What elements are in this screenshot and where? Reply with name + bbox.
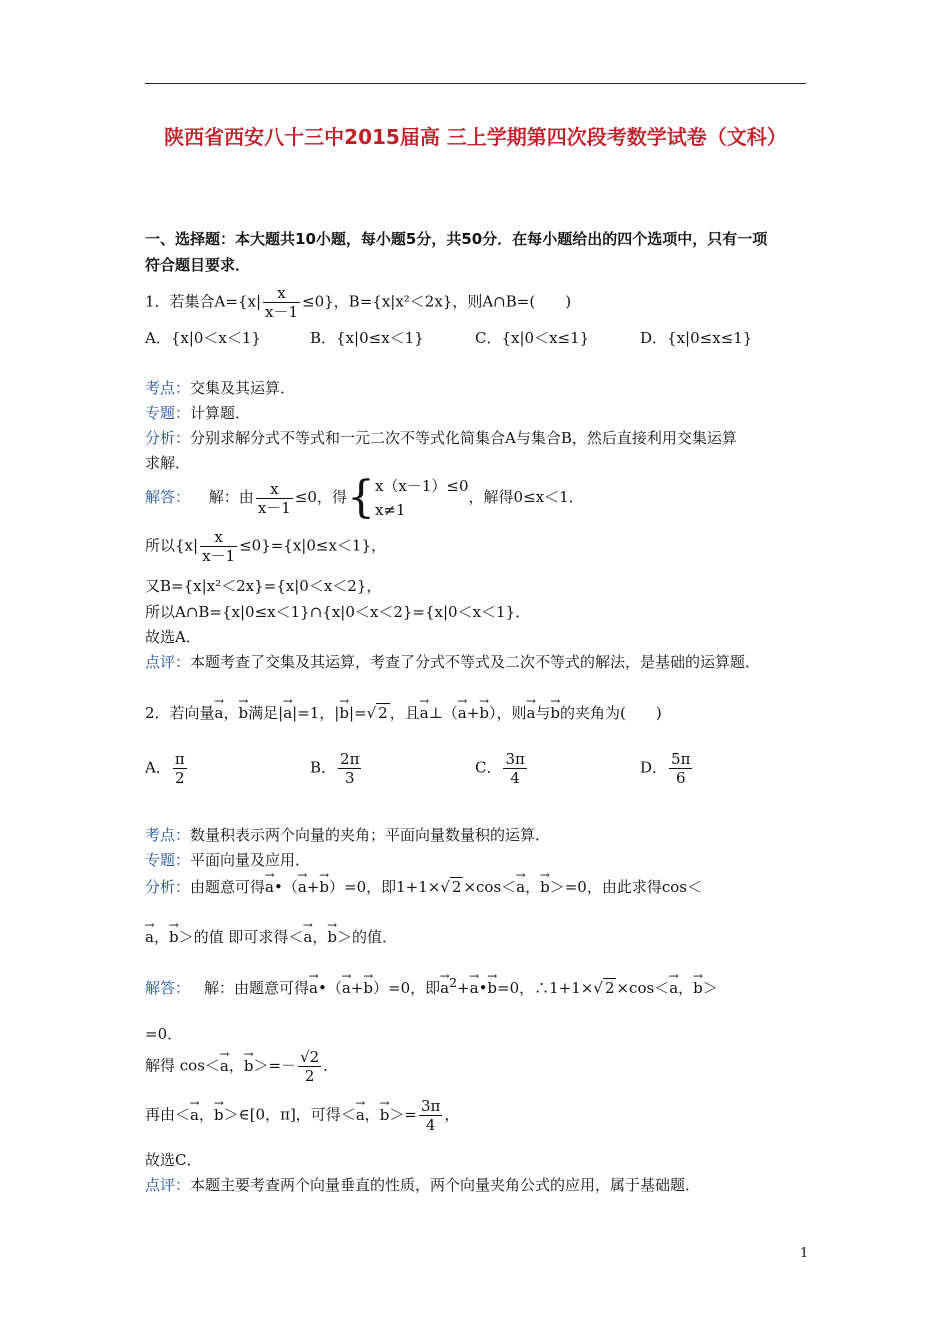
frac-den: 4	[510, 769, 520, 787]
q1-line2-post: ≤0}={x|0≤x＜1}，	[239, 536, 387, 555]
q2-zhuanti-text: 平面向量及应用．	[190, 851, 311, 869]
q2-comma: ，	[198, 1105, 214, 1124]
sqrt-radicand: 2	[451, 878, 462, 896]
vector-a: → a	[440, 971, 449, 995]
q1-kaodian	[145, 377, 295, 398]
q2-l4-fraction	[419, 1097, 442, 1134]
q1-line2-pre: 所以{x|	[145, 536, 199, 555]
q2-stem-1: 2．若向量	[145, 704, 215, 722]
q2-option-letter: D．	[640, 758, 668, 777]
q2-stem-8: 与	[535, 704, 551, 722]
vector-b: → b	[550, 696, 560, 720]
q2-fenxi-l2-end: ＞的值．	[336, 928, 397, 946]
q1-zhuanti-text: 计算题．	[190, 404, 251, 422]
square-exponent: 2	[449, 975, 458, 990]
vector-a: → a	[356, 1098, 365, 1122]
section-heading: 一、选择题：本大题共10小题，每小题5分，共50分．在每小题给出的四个选项中，只有一项	[145, 230, 768, 248]
vector-a: → a	[220, 1049, 229, 1073]
q1-fenxi	[145, 427, 737, 448]
vector-a: → a	[526, 696, 535, 720]
q2-fenxi-mid: =0，即1+1×	[344, 878, 441, 896]
q2-option-d	[640, 750, 694, 787]
q1-jieda-line3: 又B={x|x²＜2x}={x|0＜x＜2}，	[145, 577, 382, 595]
q1-option-b: B．{x|0≤x＜1}	[310, 329, 424, 347]
q2-l4-mid: ＞∈[0，π]，可得＜	[223, 1105, 356, 1124]
q2-jieda-line2: =0．	[145, 1025, 183, 1043]
q1-zhuanti	[145, 402, 250, 423]
section-heading-cont: 符合题目要求．	[145, 256, 251, 274]
q2-comma: ，	[364, 1105, 380, 1124]
q1-jieda	[145, 474, 584, 522]
q2-fenxi-pre: 由题意可得	[190, 878, 266, 896]
label-zhuanti: 专题：	[145, 404, 191, 422]
q1-option-a: A．{x|0＜x＜1}	[145, 329, 261, 347]
q1-stem-text: 1．若集合A={x|	[145, 292, 262, 311]
sqrt-radicand: 2	[378, 704, 388, 722]
frac-den: 2	[304, 1067, 315, 1085]
plus-sign: +	[350, 979, 364, 997]
frac-num: 2π	[340, 750, 360, 768]
q2-fenxi-l2: ＞的值 即可求得＜	[178, 928, 304, 946]
q1-jieda-line4: 所以A∩B={x|0≤x＜1}∩{x|0＜x＜2}={x|0＜x＜1}．	[145, 603, 531, 621]
q2-l3-mid: ＞=－	[253, 1056, 297, 1075]
frac-den: 3	[344, 769, 355, 787]
q1-frac-num: x	[263, 284, 300, 303]
q2-jieda-cos: ×cos＜	[616, 979, 670, 997]
vector-a: → a	[342, 971, 351, 995]
q1-system-eq2: x≠1	[374, 501, 406, 519]
q2-option-letter: B．	[310, 758, 337, 777]
vector-a: → a	[516, 870, 525, 894]
q2-comma: ，	[223, 704, 239, 722]
sqrt-radicand: 2	[604, 979, 615, 997]
vector-b: → b	[327, 920, 337, 944]
vector-a: → a	[458, 696, 467, 720]
q2-jieda-mid2: =0，∴1+1×	[497, 979, 594, 997]
q2-stem-5: ，且	[389, 704, 420, 722]
vector-b: → b	[479, 696, 489, 720]
vector-a: → a	[309, 971, 318, 995]
label-kaodian: 考点：	[145, 379, 191, 397]
frac-num: 5π	[671, 750, 691, 768]
label-kaodian: 考点：	[145, 826, 191, 844]
q2-comma: ，	[678, 979, 694, 997]
q2-stem-7: ），则	[488, 704, 527, 722]
q2-dianping	[145, 1174, 700, 1195]
frac-num: √2	[300, 1048, 320, 1066]
q2-zhuanti	[145, 849, 310, 870]
q1-jieda-frac-den: x－1	[257, 498, 291, 517]
q2-fenxi-cos: ×cos＜	[463, 878, 517, 896]
vector-b: → b	[244, 1049, 254, 1073]
q2-fenxi-post: ＞=0，由此求得cos＜	[549, 878, 702, 896]
label-dianping: 点评：	[145, 653, 191, 671]
vector-b: → b	[339, 696, 349, 720]
vector-b: → b	[214, 1098, 224, 1122]
q2-option-a	[145, 750, 189, 787]
vector-b: → b	[540, 870, 550, 894]
q1-jieda-mid: ≤0，得	[294, 488, 347, 506]
q2-jieda-pre: 解：由题意可得	[204, 979, 310, 997]
q2-kaodian-text: 数量积表示两个向量的夹角；平面向量数量积的运算．	[190, 826, 551, 844]
q1-dianping	[145, 651, 760, 672]
frac-den: 2	[175, 769, 185, 787]
q2-option-letter: A．	[145, 758, 171, 777]
q2-option-b	[310, 750, 363, 787]
q1-jieda-fraction	[256, 480, 293, 517]
q1-fenxi-text: 分别求解分式不等式和一元二次不等式化简集合A与集合B，然后直接利用交集运算	[190, 429, 737, 447]
frac-den: 4	[425, 1116, 436, 1134]
vector-a: → a	[669, 971, 678, 995]
q1-system-eq1: x（x－1）≤0	[374, 477, 469, 495]
q1-stem	[145, 284, 571, 321]
q1-stem-text-end: ≤0}，B={x|x²＜2x}，则A∩B=( )	[302, 292, 572, 311]
q2-comma: ，	[312, 928, 328, 946]
q2-option-c-frac	[503, 750, 526, 787]
q2-stem-9: 的夹角为( )	[560, 704, 662, 722]
q1-line2-fraction	[200, 528, 237, 565]
q2-jieda-line5: 故选C．	[145, 1151, 202, 1169]
q2-stem	[145, 696, 662, 723]
q2-stem-6: ⊥（	[428, 704, 458, 722]
q1-option-d: D．{x|0≤x≤1}	[640, 329, 753, 347]
vector-a: → a	[215, 696, 224, 720]
q2-l3-fraction	[298, 1048, 321, 1085]
q1-dianping-text: 本题考查了交集及其运算，考查了分式不等式及二次不等式的解法，是基础的运算题．	[190, 653, 761, 671]
vector-b: → b	[363, 971, 373, 995]
vector-b: → b	[487, 971, 497, 995]
vector-a: → a	[298, 870, 307, 894]
page-number: 1	[800, 1246, 809, 1261]
frac-num: 3π	[505, 750, 525, 768]
sqrt-icon: √ 2	[440, 878, 462, 896]
q2-jieda-line4	[145, 1097, 459, 1134]
vector-a: → a	[265, 870, 274, 894]
plus-sign: +	[466, 704, 480, 722]
q1-jieda-post: ，解得0≤x＜1．	[468, 488, 584, 506]
q2-stem-4: |=	[348, 704, 367, 722]
q2-option-d-frac	[669, 750, 692, 787]
vector-b: → b	[380, 1098, 390, 1122]
q2-comma: ，	[228, 1056, 244, 1075]
sqrt-icon: √ 2	[366, 704, 388, 722]
q1-line2-frac-num: x	[200, 528, 237, 547]
vector-a: → a	[283, 696, 292, 720]
q2-stem-3: |=1，|	[292, 704, 340, 722]
q2-comma: ，	[153, 928, 169, 946]
q2-fenxi-line2	[145, 920, 397, 947]
q2-kaodian	[145, 824, 550, 845]
q2-option-a-frac	[173, 750, 187, 787]
q2-stem-2: 满足|	[248, 704, 284, 722]
label-zhuanti: 专题：	[145, 851, 191, 869]
q2-option-c	[475, 750, 529, 787]
vector-b: → b	[693, 971, 703, 995]
q1-system	[375, 474, 469, 522]
q1-jieda-frac-num: x	[256, 480, 293, 499]
q1-line2-frac-den: x－1	[202, 547, 236, 565]
q2-comma: ，	[525, 878, 541, 896]
q1-jieda-line2	[145, 528, 386, 565]
sqrt-icon: √ 2	[593, 979, 615, 997]
frac-num: π	[174, 750, 185, 768]
vector-a: → a	[470, 971, 479, 995]
q2-l3-pre: 解得 cos＜	[145, 1056, 220, 1075]
q2-jieda-mid: =0，即	[388, 979, 441, 997]
q2-l4-pre: 再由＜	[145, 1105, 191, 1124]
label-jieda: 解答：	[145, 979, 191, 997]
frac-den: 6	[675, 769, 686, 787]
q2-jieda-gt: ＞	[702, 979, 718, 997]
q1-jieda-text: 解：由	[208, 488, 254, 506]
header-rule	[145, 83, 806, 84]
q2-option-b-frac	[338, 750, 361, 787]
vector-b: → b	[319, 870, 329, 894]
q2-jieda-line3	[145, 1048, 338, 1085]
q2-l4-end: ，	[444, 1105, 460, 1124]
q2-option-letter: C．	[475, 758, 502, 777]
q2-l4-mid2: ＞=	[389, 1105, 417, 1124]
left-brace-icon: {	[346, 472, 375, 523]
q2-fenxi: 分析：由题意可得→ a•（→ a+→ b）=0，即1+1×√ 2 ×cos＜→ a，→ b＞=0，由此求得cos＜	[145, 870, 702, 897]
q2-l3-end: ．	[323, 1056, 339, 1075]
plus-sign: +	[306, 878, 320, 896]
q1-option-c: C．{x|0＜x≤1}	[475, 329, 590, 347]
frac-num: 3π	[420, 1097, 441, 1115]
q1-frac-den: x－1	[265, 303, 299, 321]
vector-b: → b	[169, 920, 179, 944]
q2-jieda: 解答： 解：由题意可得→ a•（→ a+→ b）=0，即→ $a^2+\to$ a•→ b=0，∴1+1×√ 2 ×cos＜→ a，→ b＞	[145, 971, 718, 998]
vector-a: → a	[145, 920, 154, 944]
label-fenxi: 分析：	[145, 878, 191, 896]
vector-a: → a	[420, 696, 429, 720]
q1-jieda-line5: 故选A．	[145, 628, 201, 646]
q1-fenxi-cont: 求解．	[145, 454, 191, 472]
vector-b: → b	[239, 696, 249, 720]
q1-kaodian-text: 交集及其运算．	[190, 379, 296, 397]
plus-sign: +	[457, 979, 470, 997]
label-dianping: 点评：	[145, 1176, 191, 1194]
label-fenxi: 分析：	[145, 429, 191, 447]
q1-fraction	[263, 284, 300, 321]
vector-a: → a	[190, 1098, 199, 1122]
vector-a: → a	[303, 920, 312, 944]
q2-dianping-text: 本题主要考查两个向量垂直的性质，两个向量夹角公式的应用，属于基础题．	[190, 1176, 701, 1194]
page-title: 陕西省西安八十三中2015届高 三上学期第四次段考数学试卷（文科）	[164, 125, 787, 149]
label-jieda: 解答：	[145, 488, 191, 506]
